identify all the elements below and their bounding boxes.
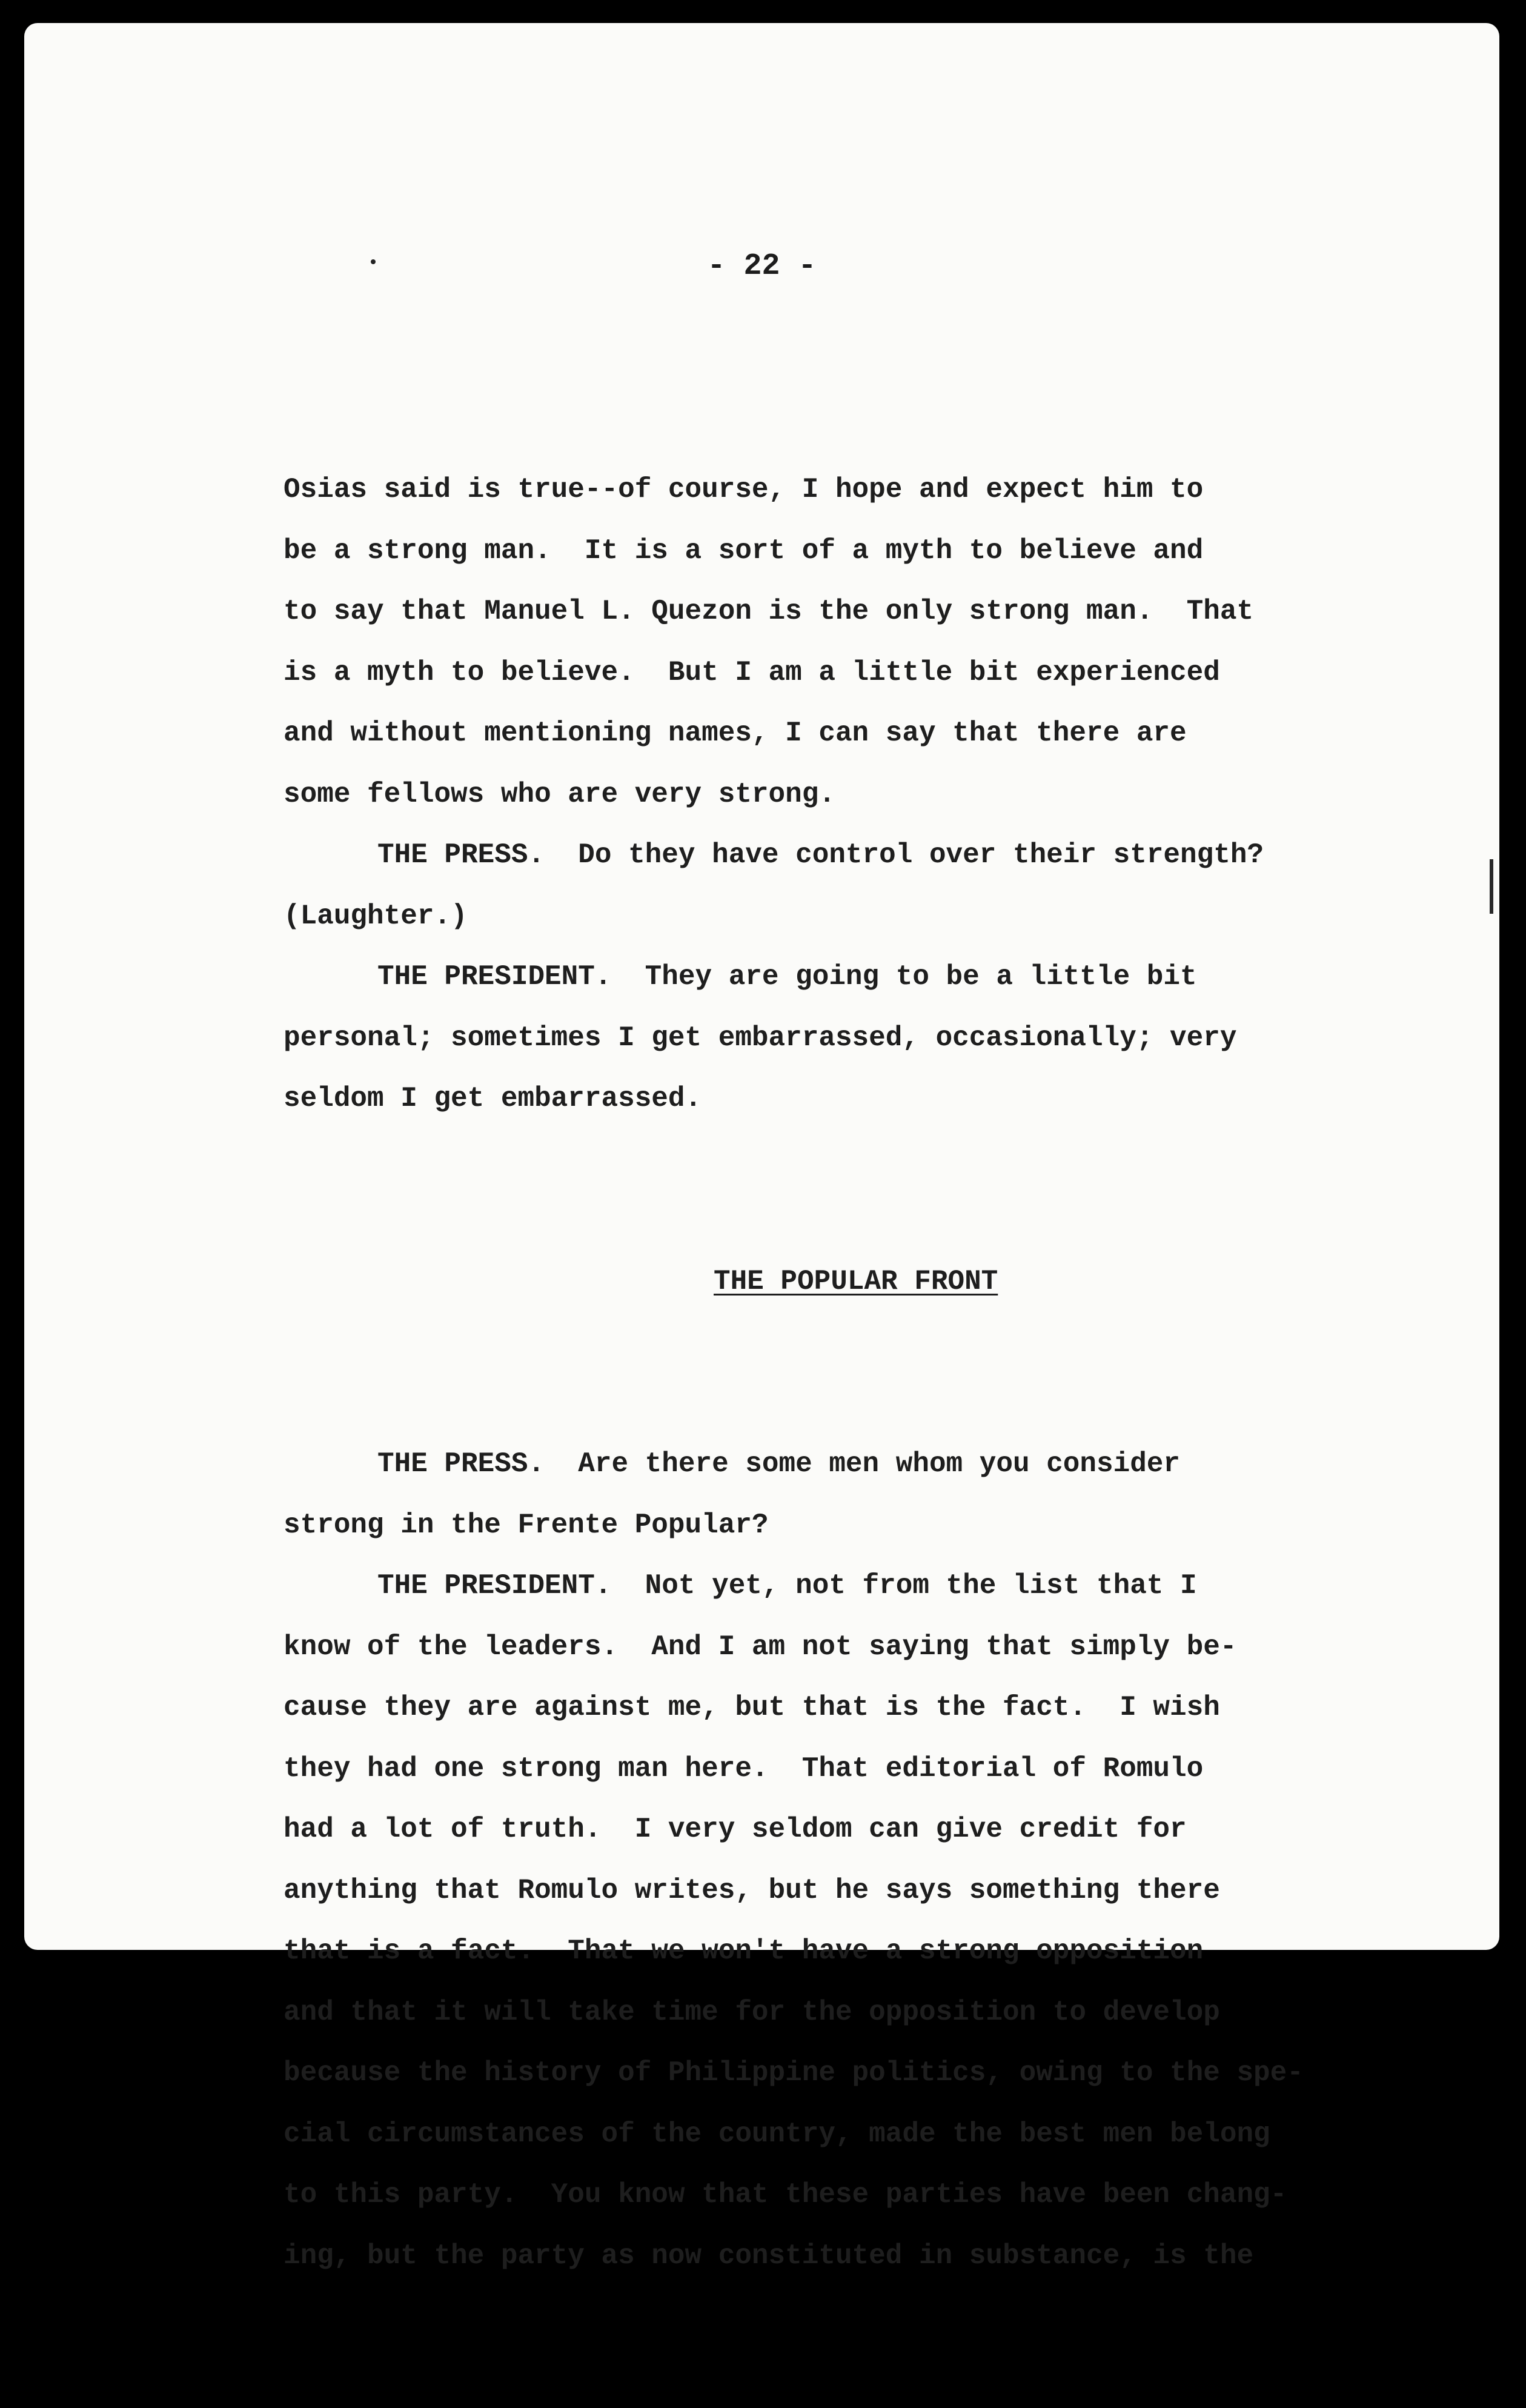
text-line: because the history of Philippine politics, owing to the spe- xyxy=(284,2057,1304,2089)
text-line: and that it will take time for the opposition to develop xyxy=(284,1996,1220,2028)
text-line: cial circumstances of the country, made the best men belong xyxy=(284,2118,1270,2150)
text-line: they had one strong man here. That editorial of Romulo xyxy=(284,1752,1204,1784)
document-body xyxy=(284,338,1435,2408)
edge-mark xyxy=(1490,859,1493,914)
text-line: some fellows who are very strong. xyxy=(284,778,835,810)
text-line: THE PRESIDENT. They are going to be a little bit xyxy=(377,961,1197,993)
text-block-after-heading xyxy=(284,1434,1435,2286)
text-line: ing, but the party as now constituted in substance, is the xyxy=(284,2240,1254,2272)
text-line: anything that Romulo writes, but he says something there xyxy=(284,1874,1220,1906)
section-heading xyxy=(284,1251,1435,1312)
text-line: (Laughter.) xyxy=(284,900,468,932)
text-line: to this party. You know that these parties have been chang- xyxy=(284,2179,1287,2210)
text-line: is a myth to believe. But I am a little bit experienced xyxy=(284,656,1220,688)
text-line: to say that Manuel L. Quezon is the only strong man. That xyxy=(284,596,1254,627)
page-number: - 22 - xyxy=(707,249,817,284)
text-block-before-heading xyxy=(284,459,1435,1129)
text-line: and without mentioning names, I can say that there are xyxy=(284,717,1187,749)
text-line: THE PRESIDENT. Not yet, not from the list that I xyxy=(377,1570,1197,1601)
text-line: cause they are against me, but that is the fact. I wish xyxy=(284,1692,1220,1723)
text-line: seldom I get embarrassed. xyxy=(284,1083,702,1114)
text-line: Osias said is true--of course, I hope and expect him to xyxy=(284,474,1204,505)
text-line: be a strong man. It is a sort of a myth to believe and xyxy=(284,534,1204,567)
section-heading-text: THE POPULAR FRONT xyxy=(714,1265,998,1297)
text-line: strong in the Frente Popular? xyxy=(284,1509,769,1541)
text-line: THE PRESS. Are there some men whom you consider xyxy=(377,1448,1181,1480)
text-line: know of the leaders. And I am not saying that simply be- xyxy=(284,1631,1237,1663)
text-line: that is a fact. That we won't have a strong opposition xyxy=(284,1935,1204,1967)
document-page xyxy=(24,23,1499,2272)
text-line: had a lot of truth. I very seldom can give credit for xyxy=(284,1814,1187,1845)
text-line: personal; sometimes I get embarrassed, occasionally; very xyxy=(284,1022,1237,1054)
text-line: THE PRESS. Do they have control over their strength? xyxy=(377,839,1264,871)
